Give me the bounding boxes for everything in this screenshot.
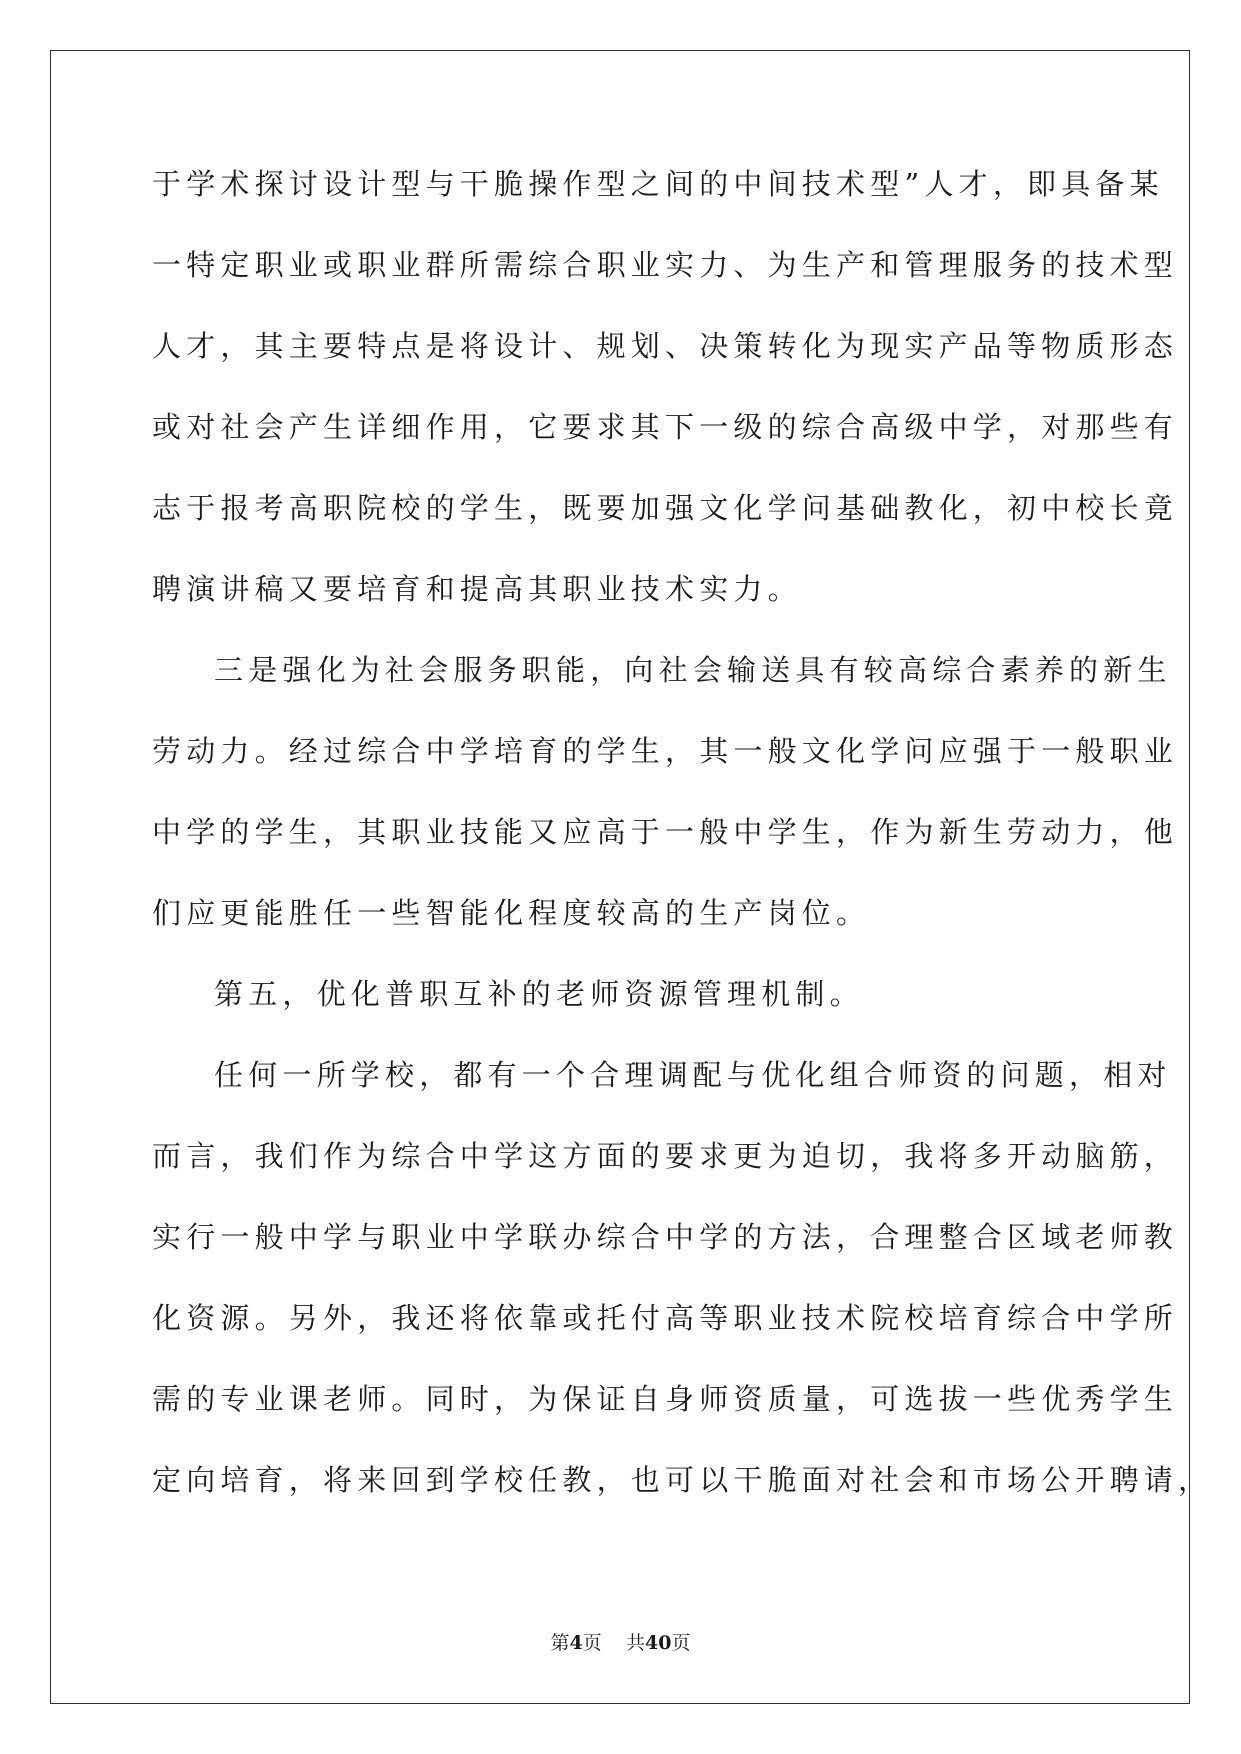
page-footer (0, 1628, 1241, 1655)
text-line: 于学术探讨设计型与干脆操作型之间的中间技术型”人才，即具备某 (152, 167, 1164, 201)
text-line: 聘演讲稿又要培育和提高其职业技术实力。 (152, 572, 802, 606)
text-line: 定向培育，将来回到学校任教，也可以干脆面对社会和市场公开聘请， (152, 1463, 1213, 1497)
text-line: 或对社会产生详细作用，它要求其下一级的综合高级中学，对那些有 (152, 410, 1179, 444)
text-line: 任何一所学校，都有一个合理调配与优化组合师资的问题，相对 (214, 1058, 1172, 1092)
text-line: 一特定职业或职业群所需综合职业实力、为生产和管理服务的技术型 (152, 248, 1179, 282)
body-text (152, 167, 1213, 1545)
text-line: 志于报考高职院校的学生，既要加强文化学问基础教化，初中校长竟 (152, 491, 1179, 525)
text-line: 人才，其主要特点是将设计、规划、决策转化为现实产品等物质形态 (152, 329, 1179, 363)
text-line: 需的专业课老师。同时，为保证自身师资质量，可选拔一些优秀学生 (152, 1382, 1179, 1416)
text-line: 劳动力。经过综合中学培育的学生，其一般文化学问应强于一般职业 (152, 734, 1179, 768)
text-line: 们应更能胜任一些智能化程度较高的生产岗位。 (152, 896, 871, 930)
text-line: 实行一般中学与职业中学联办综合中学的方法，合理整合区域老师教 (152, 1220, 1179, 1254)
total-suffix: 页 (671, 1632, 691, 1654)
text-line: 化资源。另外，我还将依靠或托付高等职业技术院校培育综合中学所 (152, 1301, 1179, 1335)
page-number: 4 (569, 1632, 583, 1654)
total-prefix: 共 (625, 1632, 645, 1654)
text-line: 而言，我们作为综合中学这方面的要求更为迫切，我将多开动脑筋， (152, 1139, 1179, 1173)
total-pages: 40 (644, 1632, 672, 1654)
text-line: 三是强化为社会服务职能，向社会输送具有较高综合素养的新生 (214, 653, 1172, 687)
text-line: 第五，优化普职互补的老师资源管理机制。 (214, 977, 864, 1011)
text-line: 中学的学生，其职业技能又应高于一般中学生，作为新生劳动力，他 (152, 815, 1179, 849)
page-suffix: 页 (582, 1632, 602, 1654)
page-prefix: 第 (550, 1632, 570, 1654)
